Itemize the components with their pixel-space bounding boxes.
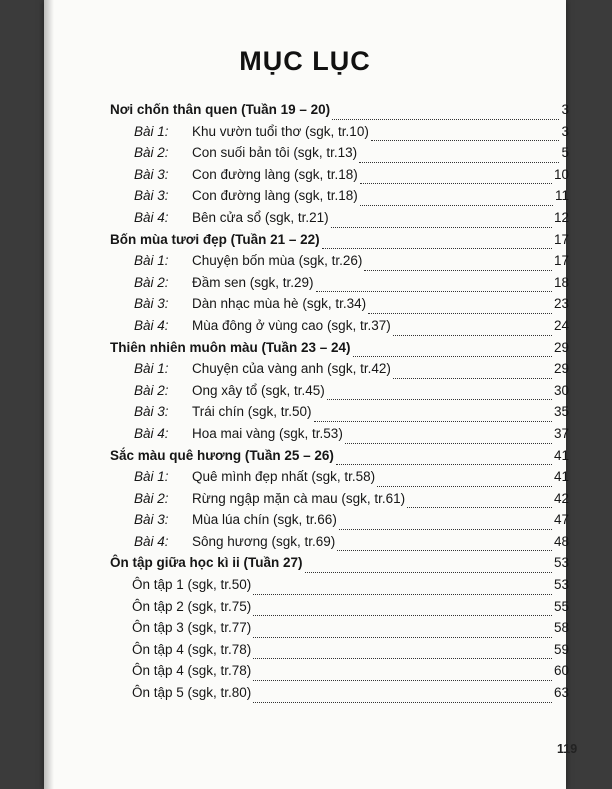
entry-page: 42 xyxy=(553,490,569,506)
dot-leader xyxy=(253,593,552,595)
entry-label: Bài 4: xyxy=(134,209,169,225)
entry-title: Chuyện bốn mùa (sgk, tr.26) xyxy=(192,253,363,269)
dot-leader xyxy=(393,377,552,379)
section-page: 53 xyxy=(553,555,569,571)
dot-leader xyxy=(253,657,552,659)
entry-label: Bài 3: xyxy=(134,512,169,528)
entry-page: 35 xyxy=(553,404,569,420)
entry-title: Mùa lúa chín (sgk, tr.66) xyxy=(192,512,337,528)
dot-leader xyxy=(345,442,552,444)
entry-title: Ôn tập 3 (sgk, tr.77) xyxy=(132,620,252,636)
entry-page: 55 xyxy=(553,598,569,614)
entry-title: Chuyện của vàng anh (sgk, tr.42) xyxy=(192,361,391,377)
dot-leader xyxy=(393,334,552,336)
entry-label: Bài 1: xyxy=(134,469,169,485)
dot-leader xyxy=(253,679,552,681)
dot-leader xyxy=(253,614,552,616)
toc-section-row xyxy=(110,340,569,362)
entry-label: Bài 3: xyxy=(134,404,169,420)
toc-entry-row xyxy=(110,145,569,167)
dot-leader xyxy=(316,290,552,292)
entry-page: 12 xyxy=(553,209,569,225)
section-page: 17 xyxy=(553,231,569,247)
toc-entry-row xyxy=(110,318,569,340)
entry-title: Dàn nhạc mùa hè (sgk, tr.34) xyxy=(192,296,367,312)
toc-entry-row xyxy=(110,188,569,210)
section-title: Bốn mùa tươi đẹp (Tuần 21 – 22) xyxy=(110,231,320,247)
entry-page: 58 xyxy=(553,620,569,636)
toc-entry-row xyxy=(110,663,569,685)
entry-title: Hoa mai vàng (sgk, tr.53) xyxy=(192,425,343,441)
entry-title: Rừng ngập mặn cà mau (sgk, tr.61) xyxy=(192,490,406,506)
toc-entry-row xyxy=(110,383,569,405)
entry-page: 24 xyxy=(553,317,569,333)
toc-section-row xyxy=(110,232,569,254)
entry-page: 23 xyxy=(553,296,569,312)
dot-leader xyxy=(407,506,552,508)
entry-title: Con đường làng (sgk, tr.18) xyxy=(192,188,358,204)
dot-leader xyxy=(364,269,552,271)
entry-page: 10 xyxy=(553,166,569,182)
section-page: 3 xyxy=(561,102,569,117)
toc-entry-row xyxy=(110,404,569,426)
dot-leader xyxy=(253,636,552,638)
entry-title: Mùa đông ở vùng cao (sgk, tr.37) xyxy=(192,317,391,333)
entry-page: 17 xyxy=(553,253,569,269)
toc-entry-row xyxy=(110,642,569,664)
toc-entry-row xyxy=(110,167,569,189)
toc-entry-row xyxy=(110,253,569,275)
entry-page: 3 xyxy=(561,123,569,139)
entry-page: 30 xyxy=(553,382,569,398)
entry-page: 11 xyxy=(554,188,569,204)
entry-page: 59 xyxy=(553,641,569,657)
entry-title: Ôn tập 4 (sgk, tr.78) xyxy=(132,641,252,657)
toc-entry-row xyxy=(110,491,569,513)
entry-title: Ôn tập 1 (sgk, tr.50) xyxy=(132,577,252,593)
entry-label: Bài 3: xyxy=(134,188,169,204)
entry-title: Ong xây tổ (sgk, tr.45) xyxy=(192,382,325,398)
entry-page: 48 xyxy=(553,533,569,549)
dot-leader xyxy=(327,398,552,400)
toc-entry-row xyxy=(110,296,569,318)
section-title: Sắc màu quê hương (Tuần 25 – 26) xyxy=(110,447,334,463)
entry-label: Bài 1: xyxy=(134,361,169,377)
dot-leader xyxy=(368,312,552,314)
entry-label: Bài 1: xyxy=(134,253,169,269)
toc-entry-row xyxy=(110,577,569,599)
dot-leader xyxy=(332,118,559,120)
dot-leader xyxy=(377,485,552,487)
entry-label: Bài 4: xyxy=(134,533,169,549)
entry-label: Bài 1: xyxy=(134,123,169,139)
page-spine-shadow xyxy=(44,0,54,789)
entry-label: Bài 4: xyxy=(134,317,169,333)
toc-section-row xyxy=(110,448,569,470)
section-page: 29 xyxy=(553,339,569,355)
dot-leader xyxy=(359,161,559,163)
entry-title: Ôn tập 5 (sgk, tr.80) xyxy=(132,685,252,701)
dot-leader xyxy=(314,420,552,422)
table-of-contents xyxy=(110,102,569,707)
entry-label: Bài 2: xyxy=(134,145,169,161)
toc-entry-row xyxy=(110,210,569,232)
toc-section-row xyxy=(110,102,569,124)
entry-label: Bài 3: xyxy=(134,166,169,182)
dot-leader xyxy=(253,701,552,703)
toc-entry-row xyxy=(110,599,569,621)
entry-label: Bài 2: xyxy=(134,274,169,290)
entry-page: 41 xyxy=(553,469,569,485)
entry-label: Bài 3: xyxy=(134,296,169,312)
entry-title: Con đường làng (sgk, tr.18) xyxy=(192,166,358,182)
dot-leader xyxy=(360,182,552,184)
toc-section-row xyxy=(110,555,569,577)
section-page: 41 xyxy=(553,447,569,463)
entry-title: Đầm sen (sgk, tr.29) xyxy=(192,274,314,290)
entry-page: 29 xyxy=(553,361,569,377)
entry-title: Khu vườn tuổi thơ (sgk, tr.10) xyxy=(192,123,369,139)
entry-title: Bên cửa sổ (sgk, tr.21) xyxy=(192,209,329,225)
entry-title: Ôn tập 4 (sgk, tr.78) xyxy=(132,663,252,679)
dot-leader xyxy=(322,247,552,249)
toc-entry-row xyxy=(110,469,569,491)
entry-page: 5 xyxy=(561,145,569,161)
entry-page: 37 xyxy=(553,425,569,441)
entry-label: Bài 2: xyxy=(134,490,169,506)
toc-entry-row xyxy=(110,275,569,297)
book-page xyxy=(44,0,578,789)
toc-entry-row xyxy=(110,361,569,383)
dot-leader xyxy=(371,139,560,141)
entry-page: 63 xyxy=(553,685,569,701)
dot-leader xyxy=(331,226,552,228)
entry-page: 53 xyxy=(553,577,569,593)
toc-entry-row xyxy=(110,534,569,556)
dot-leader xyxy=(360,204,553,206)
entry-page: 60 xyxy=(553,663,569,679)
toc-entry-row xyxy=(110,685,569,707)
entry-title: Sông hương (sgk, tr.69) xyxy=(192,533,336,549)
entry-title: Trái chín (sgk, tr.50) xyxy=(192,404,312,420)
entry-label: Bài 4: xyxy=(134,425,169,441)
section-title: Ôn tập giữa học kì ii (Tuần 27) xyxy=(110,555,303,571)
entry-title: Ôn tập 2 (sgk, tr.75) xyxy=(132,598,252,614)
page-number: 119 xyxy=(557,742,578,756)
section-title: Nơi chốn thân quen (Tuần 19 – 20) xyxy=(110,102,331,117)
entry-label: Bài 2: xyxy=(134,382,169,398)
entry-page: 18 xyxy=(553,274,569,290)
entry-title: Quê mình đẹp nhất (sgk, tr.58) xyxy=(192,469,376,485)
dot-leader xyxy=(336,463,552,465)
entry-title: Con suối bản tôi (sgk, tr.13) xyxy=(192,145,358,161)
dot-leader xyxy=(353,355,552,357)
section-title: Thiên nhiên muôn màu (Tuần 23 – 24) xyxy=(110,339,351,355)
page-title: MỤC LỤC xyxy=(239,46,371,76)
dot-leader xyxy=(337,549,552,551)
dot-leader xyxy=(305,571,552,573)
toc-entry-row xyxy=(110,426,569,448)
toc-entry-row xyxy=(110,512,569,534)
toc-entry-row xyxy=(110,124,569,146)
entry-page: 47 xyxy=(553,512,569,528)
toc-entry-row xyxy=(110,620,569,642)
dot-leader xyxy=(339,528,552,530)
